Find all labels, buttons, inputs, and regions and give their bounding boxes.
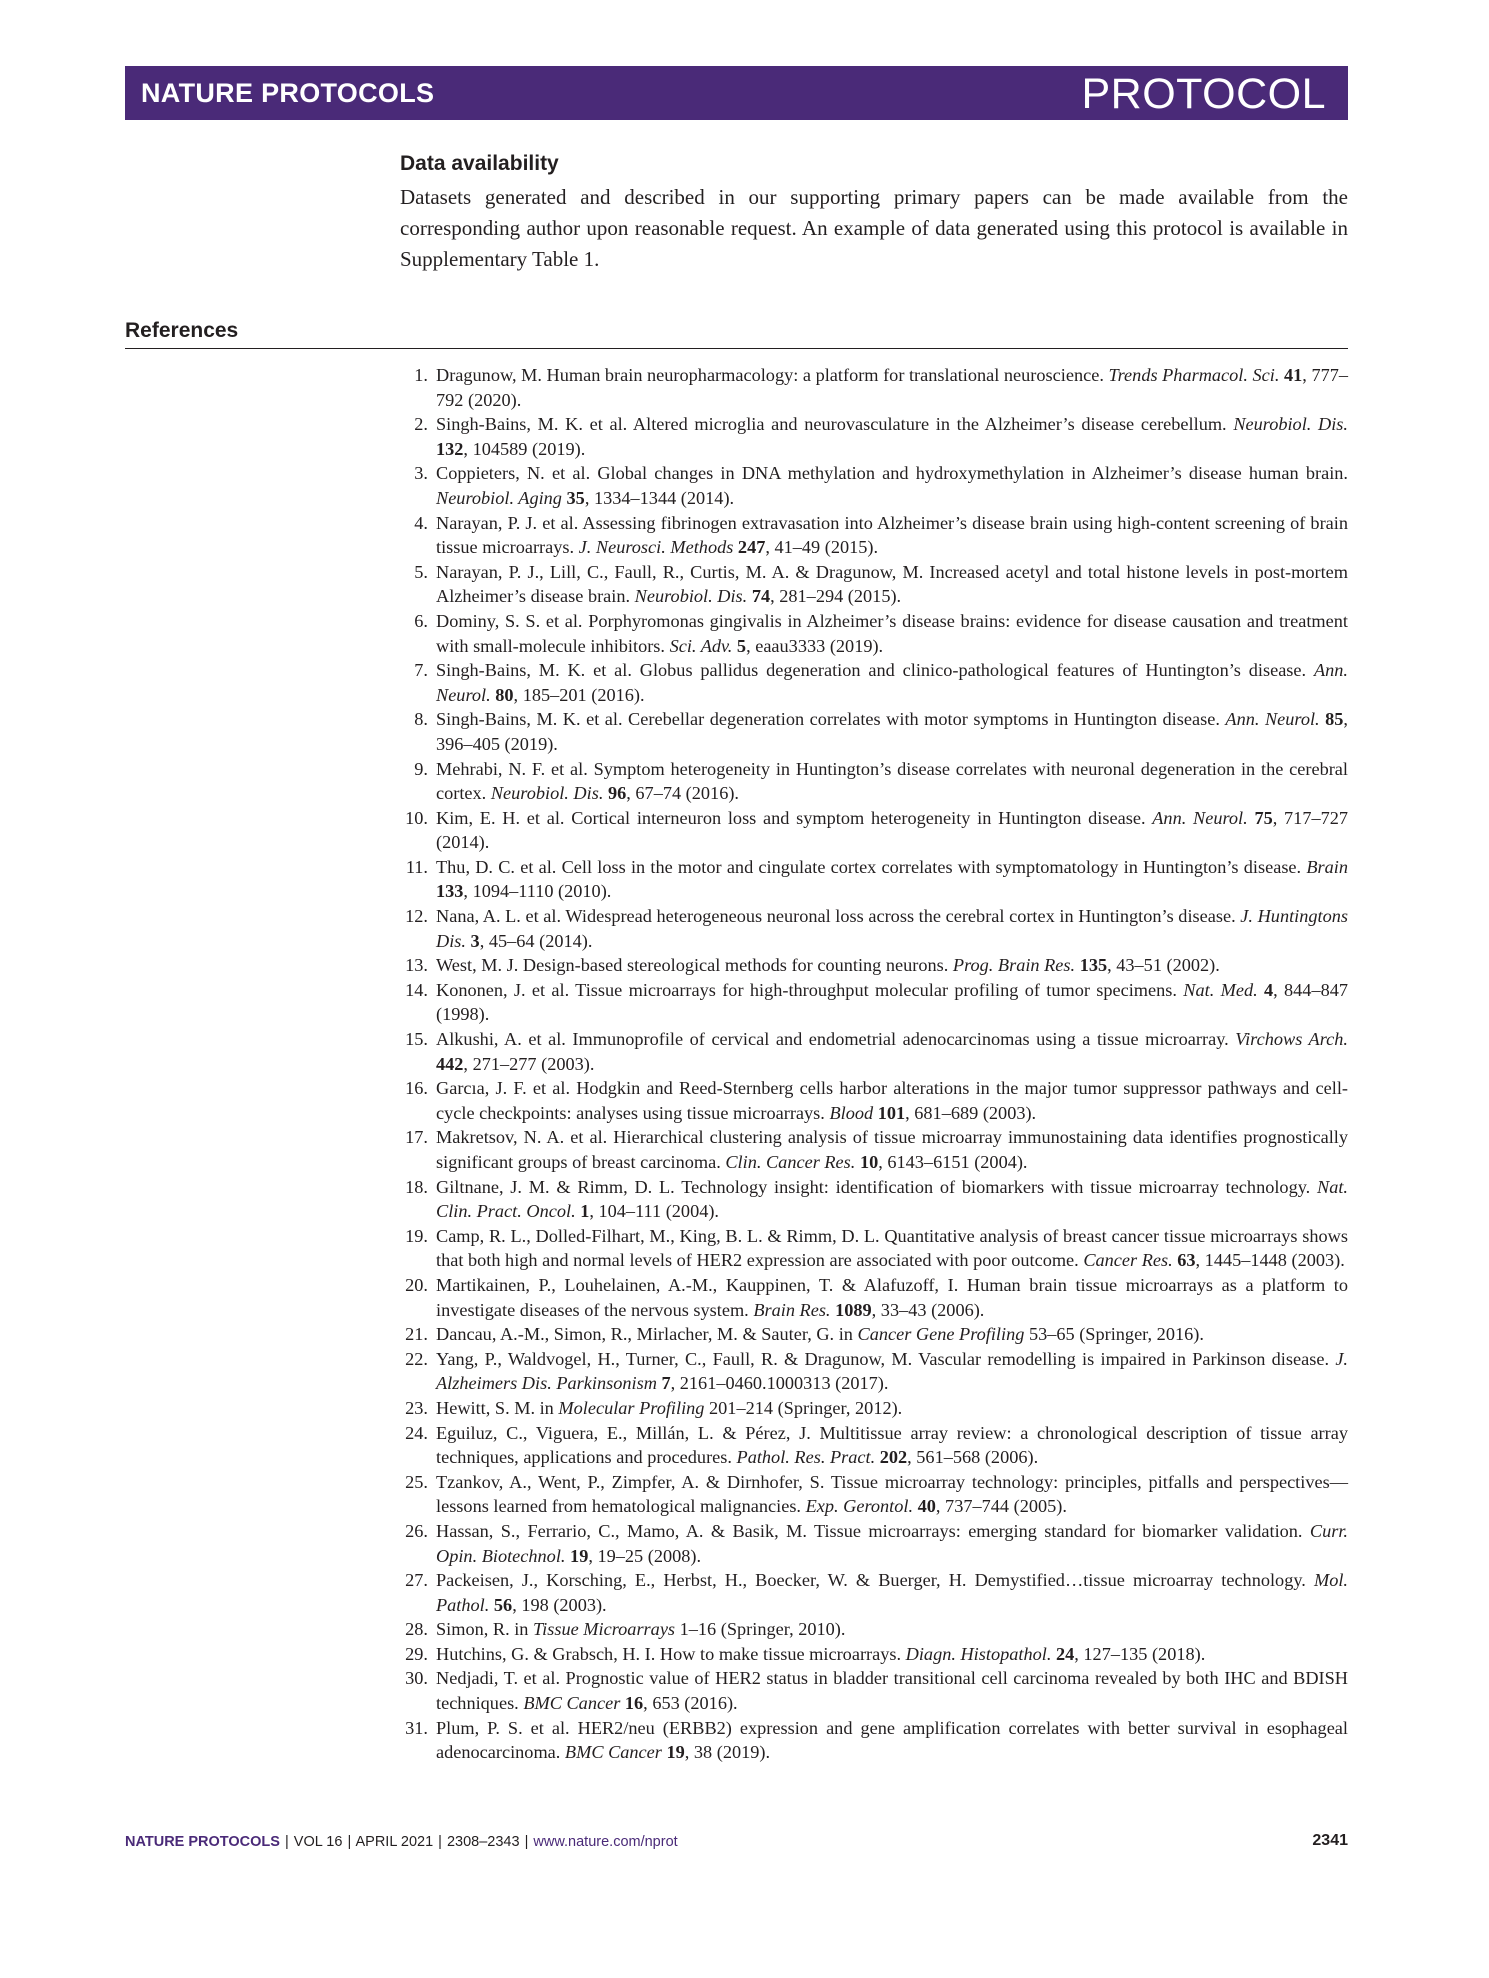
reference-number: 24. <box>405 1422 428 1443</box>
reference-number: 2. <box>414 414 428 435</box>
reference-item <box>400 1568 1348 1617</box>
reference-item <box>400 363 1348 412</box>
reference-item <box>400 855 1348 904</box>
reference-text: Nedjadi, T. et al. Prognostic value of HER2 status in bladder transitional cell carcinoma revealed by both IHC and BDISH techniques. BMC Cancer 16, 653 (2016). <box>436 1668 1348 1714</box>
reference-item <box>400 609 1348 658</box>
reference-number: 20. <box>405 1274 428 1295</box>
reference-item <box>400 1125 1348 1174</box>
footer-separator: | <box>284 1834 289 1850</box>
reference-item <box>400 1642 1348 1667</box>
reference-number: 8. <box>414 709 428 730</box>
reference-text: Singh-Bains, M. K. et al. Globus pallidus degeneration and clinico-pathological features of Huntington’s disease. Ann. Neurol. 80, 185–201 (2016). <box>436 660 1348 705</box>
reference-item <box>400 412 1348 461</box>
data-availability-text: Datasets generated and described in our supporting primary papers can be made available from the corresponding author upon reasonable request. An example of data generated using this protocol is available in Supplementary Table 1. <box>400 185 1348 271</box>
footer-volume: VOL 16 <box>293 1834 343 1850</box>
reference-text: Hewitt, S. M. in Molecular Profiling 201–214 (Springer, 2012). <box>436 1397 903 1418</box>
reference-text: Narayan, P. J. et al. Assessing fibrinogen extravasation into Alzheimer’s disease brain using high-content screening of brain tissue microarrays. J. Neurosci. Methods 247, 41–49 (2015). <box>436 512 1348 558</box>
reference-item <box>400 978 1348 1027</box>
reference-text: Packeisen, J., Korsching, E., Herbst, H., Boecker, W. & Buerger, H. Demystified…tissue microarray technology. Mol. Pathol. 56, 198 (2003). <box>436 1570 1348 1615</box>
reference-number: 4. <box>414 512 428 533</box>
reference-item <box>400 1617 1348 1642</box>
reference-number: 11. <box>405 856 428 877</box>
reference-item <box>400 1347 1348 1396</box>
reference-number: 27. <box>405 1570 428 1591</box>
reference-number: 7. <box>414 660 428 681</box>
reference-text: Camp, R. L., Dolled-Filhart, M., King, B. L. & Rimm, D. L. Quantitative analysis of breast cancer tissue microarrays shows that both high and normal levels of HER2 expression are associated with poor outcome. Cancer Res. 63, 1445–1448 (2003). <box>436 1225 1348 1271</box>
reference-number: 23. <box>405 1397 428 1418</box>
footer-journal: NATURE PROTOCOLS <box>125 1834 280 1850</box>
reference-item <box>400 1396 1348 1421</box>
reference-text: Tzankov, A., Went, P., Zimpfer, A. & Dirnhofer, S. Tissue microarray technology: principles, pitfalls and perspectives—lessons learned from hematological malignancies. Exp. Gerontol. 40, 737–744 (2005). <box>436 1471 1348 1517</box>
reference-text: West, M. J. Design-based stereological methods for counting neurons. Prog. Brain Res. 135, 43–51 (2002). <box>436 955 1220 976</box>
reference-text: Coppieters, N. et al. Global changes in DNA methylation and hydroxymethylation in Alzheimer’s disease human brain. Neurobiol. Aging 35, 1334–1344 (2014). <box>436 463 1348 508</box>
reference-item <box>400 806 1348 855</box>
data-availability-heading: Data availability <box>400 152 559 175</box>
article-type: PROTOCOL <box>1081 70 1326 118</box>
reference-number: 28. <box>405 1619 428 1640</box>
reference-item <box>400 953 1348 978</box>
footer-citation <box>125 1834 678 1850</box>
reference-text: Singh-Bains, M. K. et al. Altered microglia and neurovasculature in the Alzheimer’s disease cerebellum. Neurobiol. Dis. 132, 104589 (2019). <box>436 414 1348 459</box>
reference-number: 22. <box>405 1348 428 1369</box>
reference-number: 29. <box>405 1643 428 1664</box>
reference-item <box>400 1027 1348 1076</box>
reference-number: 9. <box>414 758 428 779</box>
references-heading: References <box>125 319 239 342</box>
reference-text: Dominy, S. S. et al. Porphyromonas gingivalis in Alzheimer’s disease brains: evidence for disease causation and treatment with small-molecule inhibitors. Sci. Adv. 5, eaau3333 (2019). <box>436 610 1348 656</box>
reference-number: 30. <box>405 1668 428 1689</box>
reference-item <box>400 461 1348 510</box>
reference-item <box>400 1666 1348 1715</box>
footer-separator: | <box>347 1834 352 1850</box>
reference-item <box>400 511 1348 560</box>
references-divider <box>125 348 1348 349</box>
reference-number: 18. <box>405 1176 428 1197</box>
reference-text: Giltnane, J. M. & Rimm, D. L. Technology insight: identification of biomarkers with tissue microarray technology. Nat. Clin. Pract. Oncol. 1, 104–111 (2004). <box>436 1176 1348 1222</box>
reference-number: 3. <box>414 463 428 484</box>
footer-pages: 2308–2343 <box>446 1834 520 1850</box>
reference-number: 5. <box>414 561 428 582</box>
reference-item <box>400 1273 1348 1322</box>
reference-item <box>400 1519 1348 1568</box>
reference-text: Garcıa, J. F. et al. Hodgkin and Reed-Sternberg cells harbor alterations in the major tumor suppressor pathways and cell-cycle checkpoints: analyses using tissue microarrays. Blood 101, 681–689 (2003). <box>436 1078 1348 1123</box>
reference-number: 17. <box>405 1127 428 1148</box>
reference-text: Mehrabi, N. F. et al. Symptom heterogeneity in Huntington’s disease correlates with neuronal degeneration in the cerebral cortex. Neurobiol. Dis. 96, 67–74 (2016). <box>436 758 1348 804</box>
reference-text: Yang, P., Waldvogel, H., Turner, C., Faull, R. & Dragunow, M. Vascular remodelling is impaired in Parkinson disease. J. Alzheimers Dis. Parkinsonism 7, 2161–0460.1000313 (2017). <box>436 1348 1348 1394</box>
reference-item <box>400 757 1348 806</box>
reference-number: 12. <box>405 906 428 927</box>
reference-text: Singh-Bains, M. K. et al. Cerebellar degeneration correlates with motor symptoms in Huntington disease. Ann. Neurol. 85, 396–405 (2019). <box>436 709 1348 754</box>
reference-item <box>400 1470 1348 1519</box>
reference-item <box>400 1322 1348 1347</box>
footer-url-link[interactable]: www.nature.com/nprot <box>533 1834 678 1850</box>
reference-text: Kim, E. H. et al. Cortical interneuron loss and symptom heterogeneity in Huntington disease. Ann. Neurol. 75, 717–727 (2014). <box>436 807 1349 853</box>
reference-list <box>400 363 1348 1765</box>
reference-text: Thu, D. C. et al. Cell loss in the motor and cingulate cortex correlates with symptomatology in Huntington’s disease. Brain 133, 1094–1110 (2010). <box>436 856 1348 902</box>
reference-item <box>400 707 1348 756</box>
reference-number: 14. <box>405 979 428 1000</box>
reference-item <box>400 560 1348 609</box>
reference-text: Martikainen, P., Louhelainen, A.-M., Kauppinen, T. & Alafuzoff, I. Human brain tissue microarrays as a platform to investigate diseases of the nervous system. Brain Res. 1089, 33–43 (2006). <box>436 1274 1348 1320</box>
page-number: 2341 <box>1312 1832 1348 1849</box>
reference-item <box>400 1076 1348 1125</box>
reference-item <box>400 1421 1348 1470</box>
reference-number: 19. <box>405 1225 428 1246</box>
reference-number: 15. <box>405 1029 428 1050</box>
reference-text: Dragunow, M. Human brain neuropharmacology: a platform for translational neuroscience. Trends Pharmacol. Sci. 41, 777–792 (2020). <box>436 365 1348 410</box>
reference-text: Dancau, A.-M., Simon, R., Mirlacher, M. & Sauter, G. in Cancer Gene Profiling 53–65 (Springer, 2016). <box>436 1324 1204 1345</box>
reference-number: 16. <box>405 1078 428 1099</box>
reference-item <box>400 658 1348 707</box>
footer-separator: | <box>524 1834 529 1850</box>
reference-text: Makretsov, N. A. et al. Hierarchical clustering analysis of tissue microarray immunostaining data identifies prognostically significant groups of breast carcinoma. Clin. Cancer Res. 10, 6143–6151 (2004). <box>436 1127 1348 1172</box>
reference-item <box>400 1175 1348 1224</box>
journal-name: NATURE PROTOCOLS <box>141 78 435 108</box>
reference-number: 21. <box>405 1324 428 1345</box>
reference-text: Eguiluz, C., Viguera, E., Millán, L. & Pérez, J. Multitissue array review: a chronological description of tissue array techniques, applications and procedures. Pathol. Res. Pract. 202, 561–568 (2006). <box>436 1422 1348 1468</box>
footer-separator: | <box>438 1834 442 1850</box>
reference-text: Alkushi, A. et al. Immunoprofile of cervical and endometrial adenocarcinomas using a tissue microarray. Virchows Arch. 442, 271–277 (2003). <box>436 1029 1348 1074</box>
reference-text: Narayan, P. J., Lill, C., Faull, R., Curtis, M. A. & Dragunow, M. Increased acetyl and total histone levels in post-mortem Alzheimer’s disease brain. Neurobiol. Dis. 74, 281–294 (2015). <box>436 561 1348 607</box>
reference-number: 13. <box>405 955 428 976</box>
journal-banner <box>125 66 1348 120</box>
reference-text: Nana, A. L. et al. Widespread heterogeneous neuronal loss across the cerebral cortex in Huntington’s disease. J. Huntingtons Dis. 3, 45–64 (2014). <box>436 906 1348 951</box>
reference-text: Plum, P. S. et al. HER2/neu (ERBB2) expression and gene amplification correlates with better survival in esophageal adenocarcinoma. BMC Cancer 19, 38 (2019). <box>436 1717 1348 1763</box>
reference-number: 25. <box>405 1471 428 1492</box>
reference-text: Hassan, S., Ferrario, C., Mamo, A. & Basik, M. Tissue microarrays: emerging standard for biomarker validation. Curr. Opin. Biotechnol. 19, 19–25 (2008). <box>436 1520 1348 1566</box>
reference-number: 31. <box>405 1717 428 1738</box>
reference-text: Hutchins, G. & Grabsch, H. I. How to make tissue microarrays. Diagn. Histopathol. 24, 127–135 (2018). <box>436 1643 1206 1664</box>
reference-number: 6. <box>414 610 428 631</box>
reference-item <box>400 1224 1348 1273</box>
reference-number: 26. <box>405 1520 428 1541</box>
reference-item <box>400 904 1348 953</box>
reference-number: 1. <box>414 365 428 385</box>
reference-text: Kononen, J. et al. Tissue microarrays for high-throughput molecular profiling of tumor specimens. Nat. Med. 4, 844–847 (1998). <box>436 979 1349 1025</box>
reference-number: 10. <box>405 807 428 828</box>
footer-date: APRIL 2021 <box>355 1834 434 1850</box>
reference-text: Simon, R. in Tissue Microarrays 1–16 (Springer, 2010). <box>436 1619 846 1640</box>
reference-item <box>400 1716 1348 1765</box>
